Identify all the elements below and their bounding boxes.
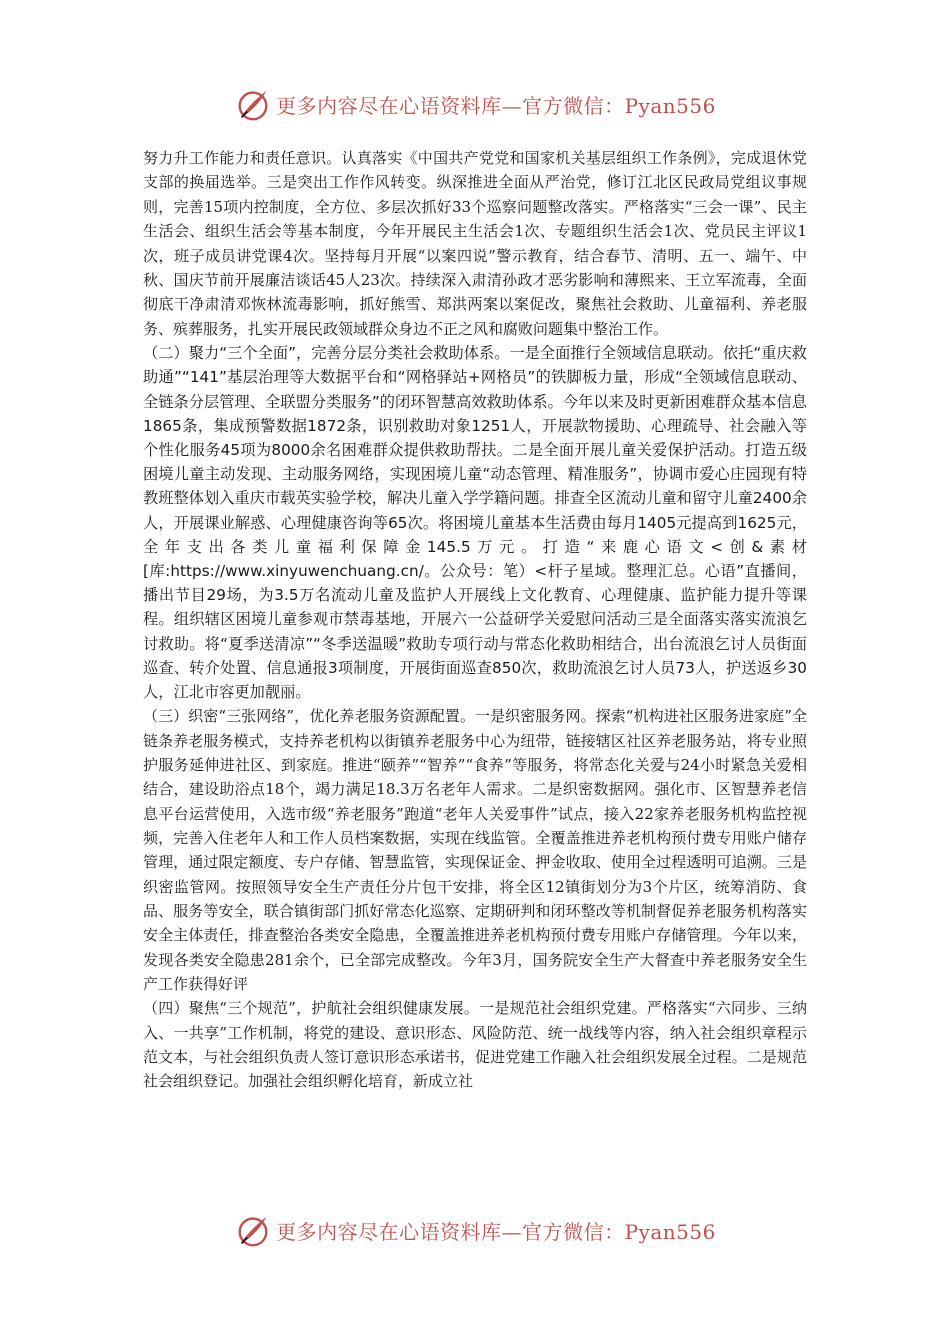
paragraph-3: （三）织密“三张网络”，优化养老服务资源配置。一是织密服务网。探索“机构进社区服务进家庭”全链条养老服务模式，支持养老机构以街镇养老服务中心为纽带，链接辖区社区养老服务站，将专业照护服务延伸进社区、到家庭。推进“颐养”“智养”“食养”等服务，将常态化关爱与24小时紧急关爱相结合，建设助浴点18个，竭力满足18.3万名老年人需求。二是织密数据网。强化市、区智慧养老信息平台运营使用，入选市级“养老服务”跑道“老年人关爱事件”试点，接入22家养老服务机构监控视频，完善入住老年人和工作人员档案数据，实现在线监管。全覆盖推进养老机构预付费专用账户储存管理，通过限定额度、专户存储、智慧监管，实现保证金、押金收取、使用全过程透明可追溯。三是织密监管网。按照领导安全生产责任分片包干安排，将全区12镇街划分为3个片区，统筹消防、食品、服务等安全，联合镇街部门抓好常态化巡察、定期研判和闭环整改等机制督促养老服务机构落实安全主体责任，排查整治各类安全隐患，全覆盖推进养老机构预付费专用账户存储管理。今年以来，发现各类安全隐患281余个，已全部完成整改。今年3月，国务院安全生产大督查中养老服务安全生产工作获得好评 <box>143 707 807 994</box>
header-banner <box>0 84 950 124</box>
document-body <box>143 146 807 1094</box>
footer-banner <box>0 1210 950 1250</box>
paragraph-1: 努力升工作能力和责任意识。认真落实《中国共产党党和国家机关基层组织工作条例》，完成退休党支部的换届选举。三是突出工作作风转变。纵深推进全面从严治党，修订江北区民政局党组议事规则，完善15项内控制度，全方位、多层次抓好33个巡察问题整改落实。严格落实“三会一课”、民主生活会、组织生活会等基本制度，今年开展民主生活会1次、专题组织生活会1次、党员民主评议1次，班子成员讲党课4次。坚持每月开展“以案四说”警示教育，结合春节、清明、五一、端午、中秋、国庆节前开展廉洁谈话45人23次。持续深入肃清孙政才恶劣影响和薄熙来、王立军流毒，全面彻底干净肃清邓恢林流毒影响，抓好熊雪、郑洪两案以案促改，聚焦社会救助、儿童福利、养老服务、殡葬服务，扎实开展民政领域群众身边不正之风和腐败问题集中整治工作。 <box>143 149 807 338</box>
paragraph-4: （四）聚焦“三个规范”，护航社会组织健康发展。一是规范社会组织党建。严格落实“六同步、三纳入、一共享”工作机制，将党的建设、意识形态、风险防范、统一战线等内容，纳入社会组织章程示范文本，与社会组织负责人签订意识形态承诺书，促进党建工作融入社会组织发展全过程。二是规范社会组织登记。加强社会组织孵化培育，新成立社 <box>143 999 807 1091</box>
quill-logo-icon <box>234 85 272 123</box>
footer-banner-text: 更多内容尽在心语资料库—官方微信：Pyan556 <box>276 1219 716 1244</box>
paragraph-2: （二）聚力“三个全面”，完善分层分类社会救助体系。一是全面推行全领域信息联动。依托“重庆救助通”“141”基层治理等大数据平台和“网格驿站+网格员”的铁脚板力量，形成“全领域信息联动、全链条分层管理、全联盟分类服务”的闭环智慧高效救助体系。今年以来及时更新困难群众基本信息1865条，集成预警数据1872条，识别救助对象1251人，开展款物援助、心理疏导、社会融入等个性化服务45项为8000余名困难群众提供救助帮扶。二是全面开展儿童关爱保护活动。打造五级困境儿童主动发现、主动服务网络，实现困境儿童“动态管理、精准服务”，协调市爱心庄园现有特教班整体划入重庆市载英实验学校，解决儿童入学学籍问题。排查全区流动儿童和留守儿童2400余人，开展课业解惑、心理健康咨询等65次。将困境儿童基本生活费由每月1405元提高到1625元，全年支出各类儿童福利保障金145.5万元。打造“来鹿心语文<创&素材[库:https://www.xinyuwenchuang.cn/。公众号：笔）<杆子星域。整理汇总。心语”直播间，播出节目29场，为3.5万名流动儿童及监护人开展线上文化教育、心理健康、监护能力提升等课程。组织辖区困境儿童参观市禁毒基地，开展六一公益研学关爱慰问活动三是全面落实落实流浪乞讨救助。将“夏季送清凉”“冬季送温暖”救助专项行动与常态化救助相结合，出台流浪乞讨人员街面巡查、转介处置、信息通报3项制度，开展街面巡查850次，救助流浪乞讨人员73人，护送返乡30人，江北市容更加靓丽。 <box>143 344 807 702</box>
quill-logo-icon <box>234 1211 272 1249</box>
header-banner-text: 更多内容尽在心语资料库—官方微信：Pyan556 <box>276 93 716 118</box>
